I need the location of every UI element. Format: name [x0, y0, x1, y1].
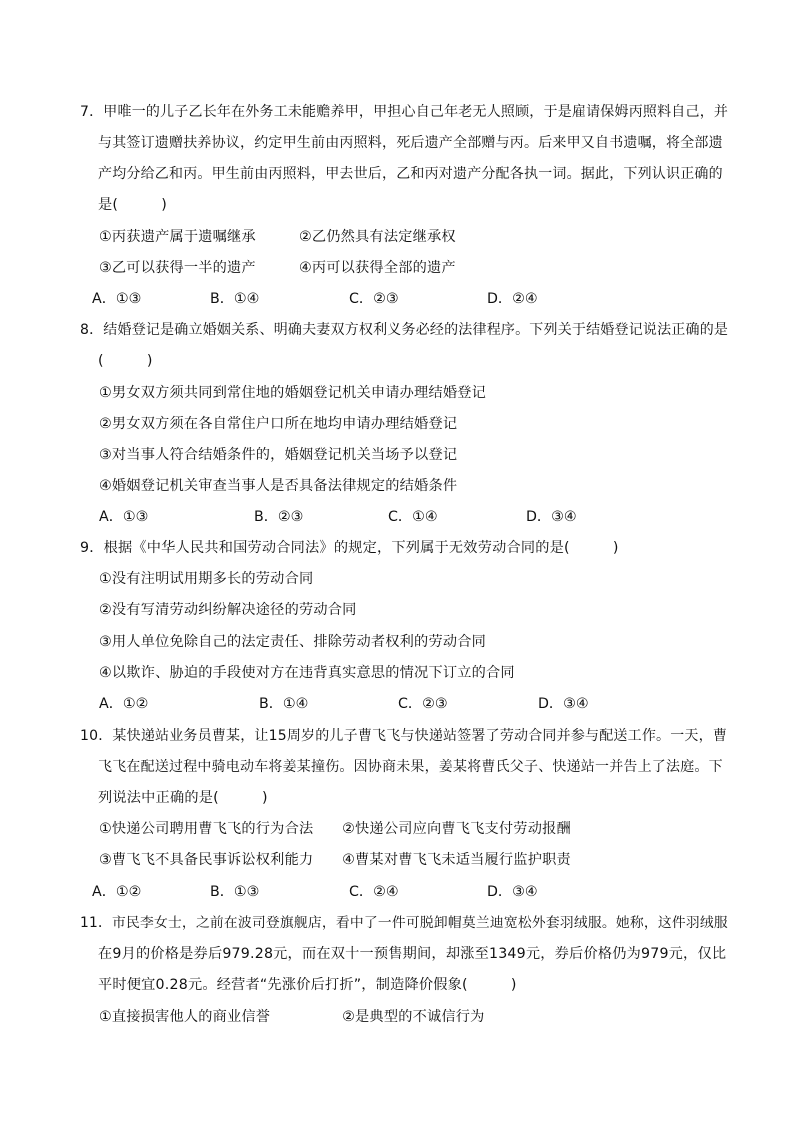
question-10-line-3: 列说法中正确的是( ): [98, 790, 268, 806]
question-7-answer-a: A．①③: [92, 291, 142, 307]
question-7-line-2: 与其签订遗赠扶养协议，约定甲生前由丙照料，死后遗产全部赠与丙。后来甲又自书遗嘱，将全部遗: [98, 135, 723, 151]
question-11-line-1: 11．市民李女士，之前在波司登旗舰店，看中了一件可脱卸帽莫兰迪宽松外套羽绒服。她称，这件羽绒服: [80, 915, 728, 931]
question-9-answer-b: B．①④: [259, 696, 309, 712]
question-8-line-2: ( ): [98, 353, 153, 369]
question-8-option-line: ④婚姻登记机关审查当事人是否具备法律规定的结婚条件: [99, 478, 458, 494]
question-8-option-line: ③对当事人符合结婚条件的，婚姻登记机关当场予以登记: [99, 447, 458, 463]
question-10-answer-b: B．①③: [210, 884, 260, 900]
question-7-line-4: 是( ): [98, 197, 168, 213]
question-9-option-line: ②没有写清劳动纠纷解决途径的劳动合同: [99, 602, 357, 618]
question-7-line-3: 产均分给乙和丙。甲生前由丙照料，甲去世后，乙和丙对遗产分配各执一词。据此，下列认识正确的: [98, 166, 723, 182]
question-9-option-line: ④以欺诈、胁迫的手段使对方在违背真实意思的情况下订立的合同: [99, 665, 515, 681]
question-10-answer-c: C．②④: [349, 884, 399, 900]
question-8-option-line: ①男女双方须共同到常住地的婚姻登记机关申请办理结婚登记: [99, 385, 486, 401]
question-10-answer-a: A．①②: [92, 884, 142, 900]
question-10-option-line: ①快递公司聘用曹飞飞的行为合法 ②快递公司应向曹飞飞支付劳动报酬: [99, 821, 571, 837]
question-7-option-line: ①丙获遗产属于遗嘱继承 ②乙仍然具有法定继承权: [99, 229, 456, 245]
question-8-answer-a: A．①③: [99, 509, 149, 525]
question-8-option-line: ②男女双方须在各自常住户口所在地均申请办理结婚登记: [99, 416, 458, 432]
question-10-option-line: ③曹飞飞不具备民事诉讼权利能力 ④曹某对曹飞飞未适当履行监护职责: [99, 852, 571, 868]
question-9-option-line: ①没有注明试用期多长的劳动合同: [99, 571, 314, 587]
question-11-option-line: ①直接损害他人的商业信誉 ②是典型的不诚信行为: [99, 1009, 485, 1025]
question-8-answer-d: D．③④: [526, 509, 577, 525]
question-9-answer-a: A．①②: [99, 696, 149, 712]
question-10-line-1: 10．某快递站业务员曹某，让15周岁的儿子曹飞飞与快递站签署了劳动合同并参与配送工作。一天，曹: [80, 728, 728, 744]
question-7-answer-d: D．②④: [487, 291, 538, 307]
question-8-answer-c: C．①④: [388, 509, 438, 525]
question-9-option-line: ③用人单位免除自己的法定责任、排除劳动者权利的劳动合同: [99, 634, 486, 650]
question-9-answer-c: C．②③: [398, 696, 448, 712]
question-8-line-1: 8．结婚登记是确立婚姻关系、明确夫妻双方权利义务必经的法律程序。下列关于结婚登记说法正确的是: [80, 322, 729, 338]
question-11-line-2: 在9月的价格是券后979.28元，而在双十一预售期间，却涨至1349元，券后价格仍为979元，仅比: [98, 946, 727, 962]
question-7-line-1: 7．甲唯一的儿子乙长年在外务工未能赡养甲，甲担心自己年老无人照顾，于是雇请保姆丙照料自己，并: [80, 104, 729, 120]
question-7-answer-b: B．①④: [210, 291, 260, 307]
question-10-answer-d: D．③④: [487, 884, 538, 900]
question-8-answer-b: B．②③: [254, 509, 304, 525]
question-9-answer-d: D．③④: [538, 696, 589, 712]
question-10-line-2: 飞飞在配送过程中骑电动车将姜某撞伤。因协商未果，姜某将曹氏父子、快递站一并告上了法庭。下: [98, 759, 723, 775]
question-9-line-1: 9．根据《中华人民共和国劳动合同法》的规定，下列属于无效劳动合同的是( ): [80, 540, 619, 556]
question-7-option-line: ③乙可以获得一半的遗产 ④丙可以获得全部的遗产: [99, 260, 456, 276]
question-7-answer-c: C．②③: [349, 291, 399, 307]
question-11-line-3: 平时便宜0.28元。经营者“先涨价后打折”，制造降价假象( ): [98, 977, 517, 993]
